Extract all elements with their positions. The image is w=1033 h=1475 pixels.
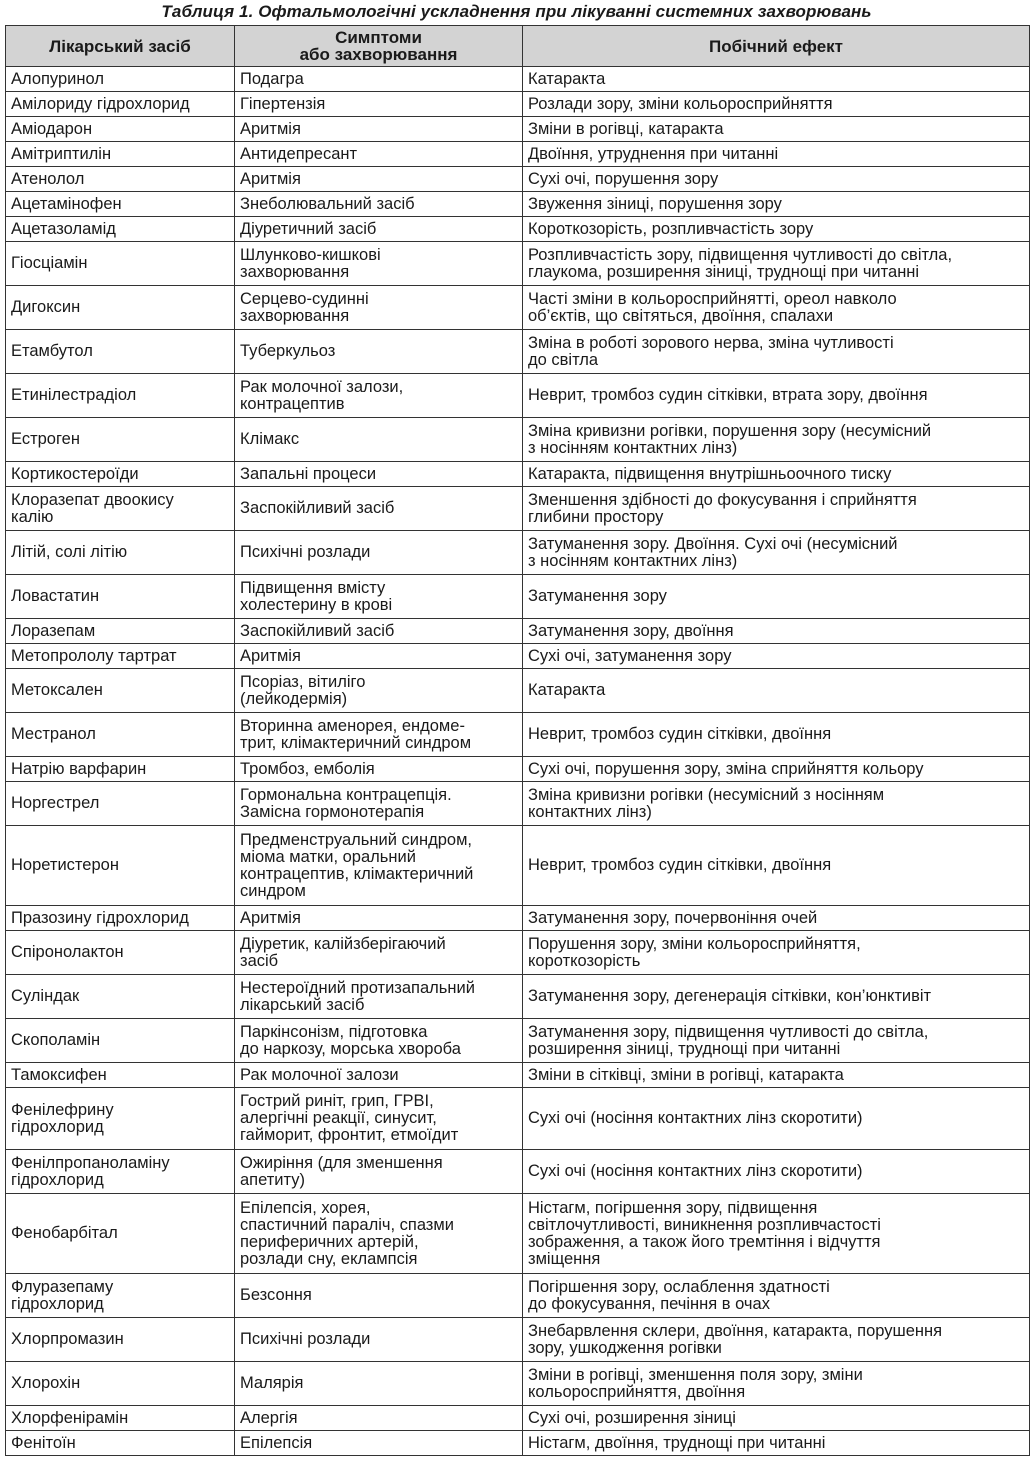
cell-drug: Ацетазоламід (6, 217, 235, 242)
cell-drug: Дигоксин (6, 286, 235, 330)
cell-symptoms: Малярія (235, 1362, 523, 1406)
cell-side-effect: Розпливчастість зору, підвищення чутливості до світла, глаукома, розширення зіниці, труднощі при читанні (523, 242, 1030, 286)
cell-symptoms: Психічні розлади (235, 531, 523, 575)
table-row (6, 669, 1030, 713)
cell-drug: Натрію варфарин (6, 757, 235, 782)
cell-side-effect: Сухі очі, порушення зору (523, 167, 1030, 192)
cell-side-effect: Двоїння, утруднення при читанні (523, 142, 1030, 167)
cell-symptoms: Аритмія (235, 167, 523, 192)
table-row (6, 1406, 1030, 1431)
cell-drug: Аміодарон (6, 117, 235, 142)
cell-symptoms: Знеболювальний засіб (235, 192, 523, 217)
cell-symptoms: Подагра (235, 67, 523, 92)
table-row (6, 487, 1030, 531)
cell-symptoms: Псоріаз, вітиліго (лейкодермія) (235, 669, 523, 713)
cell-drug: Фенілпропаноламіну гідрохлорид (6, 1150, 235, 1194)
cell-symptoms: Заспокійливий засіб (235, 487, 523, 531)
table-row (6, 330, 1030, 374)
table-caption: Таблиця 1. Офтальмологічні ускладнення при лікуванні системних захворювань (161, 2, 872, 21)
table-row (6, 931, 1030, 975)
cell-side-effect: Розлади зору, зміни кольоросприйняття (523, 92, 1030, 117)
table-row (6, 826, 1030, 906)
cell-symptoms: Вторинна аменорея, ендоме- трит, клімактеричний синдром (235, 713, 523, 757)
table-row (6, 1019, 1030, 1063)
cell-symptoms: Рак молочної залози, контрацептив (235, 374, 523, 418)
cell-drug: Флуразепаму гідрохлорид (6, 1274, 235, 1318)
cell-side-effect: Затуманення зору, двоїння (523, 619, 1030, 644)
cell-symptoms: Аритмія (235, 906, 523, 931)
cell-symptoms: Психічні розлади (235, 1318, 523, 1362)
cell-drug: Метоксален (6, 669, 235, 713)
cell-symptoms: Тромбоз, емболія (235, 757, 523, 782)
cell-symptoms: Діуретик, калійзберігаючий засіб (235, 931, 523, 975)
cell-side-effect: Сухі очі (носіння контактних лінз скоротити) (523, 1088, 1030, 1150)
cell-drug: Ловастатин (6, 575, 235, 619)
cell-symptoms: Ожиріння (для зменшення апетиту) (235, 1150, 523, 1194)
cell-side-effect: Сухі очі, розширення зіниці (523, 1406, 1030, 1431)
cell-drug: Суліндак (6, 975, 235, 1019)
cell-drug: Амілориду гідрохлорид (6, 92, 235, 117)
table-row (6, 1194, 1030, 1274)
cell-side-effect: Короткозорість, розпливчастість зору (523, 217, 1030, 242)
cell-drug: Алопуринол (6, 67, 235, 92)
cell-drug: Ацетамінофен (6, 192, 235, 217)
table-row (6, 906, 1030, 931)
cell-symptoms: Аритмія (235, 644, 523, 669)
cell-symptoms: Шлунково-кишкові захворювання (235, 242, 523, 286)
table-row (6, 167, 1030, 192)
cell-drug: Кортикостероїди (6, 462, 235, 487)
cell-side-effect: Ністагм, двоїння, труднощі при читанні (523, 1431, 1030, 1456)
table-row (6, 644, 1030, 669)
cell-side-effect: Сухі очі (носіння контактних лінз скоротити) (523, 1150, 1030, 1194)
table-row (6, 92, 1030, 117)
cell-drug: Фенітоїн (6, 1431, 235, 1456)
table-row (6, 242, 1030, 286)
cell-drug: Літій, солі літію (6, 531, 235, 575)
cell-symptoms: Безсоння (235, 1274, 523, 1318)
cell-drug: Етамбутол (6, 330, 235, 374)
cell-drug: Лоразепам (6, 619, 235, 644)
cell-drug: Хлорохін (6, 1362, 235, 1406)
table-row (6, 374, 1030, 418)
cell-drug: Хлорпромазин (6, 1318, 235, 1362)
cell-drug: Празозину гідрохлорид (6, 906, 235, 931)
cell-drug: Гіосціамін (6, 242, 235, 286)
table-row (6, 286, 1030, 330)
cell-symptoms: Епілепсія (235, 1431, 523, 1456)
cell-side-effect: Зміна кривизни рогівки, порушення зору (несумісний з носінням контактних лінз) (523, 418, 1030, 462)
table-row (6, 1362, 1030, 1406)
cell-drug: Атенолол (6, 167, 235, 192)
cell-side-effect: Затуманення зору, почервоніння очей (523, 906, 1030, 931)
cell-drug: Норетистерон (6, 826, 235, 906)
header-side-effect: Побічний ефект (523, 26, 1030, 67)
cell-drug: Фенобарбітал (6, 1194, 235, 1274)
cell-side-effect: Неврит, тромбоз судин сітківки, двоїння (523, 713, 1030, 757)
table-row (6, 1318, 1030, 1362)
cell-side-effect: Зміна в роботі зорового нерва, зміна чутливості до світла (523, 330, 1030, 374)
cell-symptoms: Серцево-судинні захворювання (235, 286, 523, 330)
cell-symptoms: Нестероїдний протизапальний лікарський засіб (235, 975, 523, 1019)
cell-drug: Амітриптилін (6, 142, 235, 167)
cell-symptoms: Паркінсонізм, підготовка до наркозу, морська хвороба (235, 1019, 523, 1063)
table-row (6, 575, 1030, 619)
cell-drug: Фенілефрину гідрохлорид (6, 1088, 235, 1150)
table-row (6, 418, 1030, 462)
table-row (6, 1088, 1030, 1150)
cell-drug: Скополамін (6, 1019, 235, 1063)
table-row (6, 1431, 1030, 1456)
cell-side-effect: Зміни в сітківці, зміни в рогівці, катаракта (523, 1063, 1030, 1088)
cell-drug: Норгестрел (6, 782, 235, 826)
cell-symptoms: Гормональна контрацепція. Замісна гормонотерапія (235, 782, 523, 826)
header-row (6, 26, 1030, 67)
cell-drug: Етинілестрадіол (6, 374, 235, 418)
cell-drug: Местранол (6, 713, 235, 757)
cell-side-effect: Сухі очі, порушення зору, зміна сприйняття кольору (523, 757, 1030, 782)
cell-side-effect: Сухі очі, затуманення зору (523, 644, 1030, 669)
table-row (6, 757, 1030, 782)
cell-side-effect: Катаракта (523, 67, 1030, 92)
cell-side-effect: Зміна кривизни рогівки (несумісний з носінням контактних лінз) (523, 782, 1030, 826)
table-row (6, 462, 1030, 487)
cell-side-effect: Ністагм, погіршення зору, підвищення світлочутливості, виникнення розпливчастості зображення, а також його тремтіння і відчуття зміщення (523, 1194, 1030, 1274)
cell-side-effect: Порушення зору, зміни кольоросприйняття, короткозорість (523, 931, 1030, 975)
header-drug: Лікарський засіб (6, 26, 235, 67)
cell-symptoms: Рак молочної залози (235, 1063, 523, 1088)
cell-drug: Клоразепат двоокису калію (6, 487, 235, 531)
cell-symptoms: Діуретичний засіб (235, 217, 523, 242)
table-row (6, 1150, 1030, 1194)
table-row (6, 1063, 1030, 1088)
cell-side-effect: Затуманення зору, дегенерація сітківки, кон’юнктивіт (523, 975, 1030, 1019)
cell-symptoms: Гіпертензія (235, 92, 523, 117)
cell-symptoms: Туберкульоз (235, 330, 523, 374)
cell-side-effect: Затуманення зору (523, 575, 1030, 619)
cell-symptoms: Заспокійливий засіб (235, 619, 523, 644)
cell-side-effect: Затуманення зору. Двоїння. Сухі очі (несумісний з носінням контактних лінз) (523, 531, 1030, 575)
table-row (6, 117, 1030, 142)
table-row (6, 713, 1030, 757)
cell-side-effect: Знебарвлення склери, двоїння, катаракта, порушення зору, ушкодження рогівки (523, 1318, 1030, 1362)
table-row (6, 531, 1030, 575)
cell-symptoms: Антидепресант (235, 142, 523, 167)
complications-table (5, 25, 1030, 1456)
cell-side-effect: Погіршення зору, ослаблення здатності до фокусування, печіння в очах (523, 1274, 1030, 1318)
cell-symptoms: Алергія (235, 1406, 523, 1431)
header-symptoms: Симптоми або захворювання (235, 26, 523, 67)
table-row (6, 1274, 1030, 1318)
cell-side-effect: Часті зміни в кольоросприйнятті, ореол навколо об’єктів, що світяться, двоїння, спалахи (523, 286, 1030, 330)
cell-symptoms: Гострий риніт, грип, ГРВІ, алергічні реакції, синусит, гайморит, фронтит, етмоїдит (235, 1088, 523, 1150)
table-row (6, 782, 1030, 826)
cell-symptoms: Епілепсія, хорея, спастичний параліч, спазми периферичних артерій, розлади сну, еклампсія (235, 1194, 523, 1274)
cell-side-effect: Зміни в рогівці, зменшення поля зору, зміни кольоросприйняття, двоїння (523, 1362, 1030, 1406)
table-row (6, 619, 1030, 644)
table-row (6, 975, 1030, 1019)
cell-drug: Хлорфенірамін (6, 1406, 235, 1431)
cell-symptoms: Аритмія (235, 117, 523, 142)
cell-side-effect: Зміни в рогівці, катаракта (523, 117, 1030, 142)
cell-side-effect: Зменшення здібності до фокусування і сприйняття глибини простору (523, 487, 1030, 531)
cell-side-effect: Звуження зіниці, порушення зору (523, 192, 1030, 217)
cell-side-effect: Затуманення зору, підвищення чутливості до світла, розширення зіниці, труднощі при читанні (523, 1019, 1030, 1063)
cell-symptoms: Клімакс (235, 418, 523, 462)
cell-symptoms: Підвищення вмісту холестерину в крові (235, 575, 523, 619)
table-row (6, 67, 1030, 92)
cell-symptoms: Предменструальний синдром, міома матки, оральний контрацептив, клімактеричний синдром (235, 826, 523, 906)
cell-drug: Спіронолактон (6, 931, 235, 975)
cell-side-effect: Катаракта (523, 669, 1030, 713)
table-row (6, 192, 1030, 217)
table-body (6, 67, 1030, 1456)
cell-side-effect: Неврит, тромбоз судин сітківки, втрата зору, двоїння (523, 374, 1030, 418)
cell-symptoms: Запальні процеси (235, 462, 523, 487)
table-row (6, 217, 1030, 242)
cell-side-effect: Катаракта, підвищення внутрішньоочного тиску (523, 462, 1030, 487)
cell-drug: Метопрололу тартрат (6, 644, 235, 669)
cell-drug: Естроген (6, 418, 235, 462)
table-header (6, 26, 1030, 67)
cell-side-effect: Неврит, тромбоз судин сітківки, двоїння (523, 826, 1030, 906)
cell-drug: Тамоксифен (6, 1063, 235, 1088)
table-row (6, 142, 1030, 167)
